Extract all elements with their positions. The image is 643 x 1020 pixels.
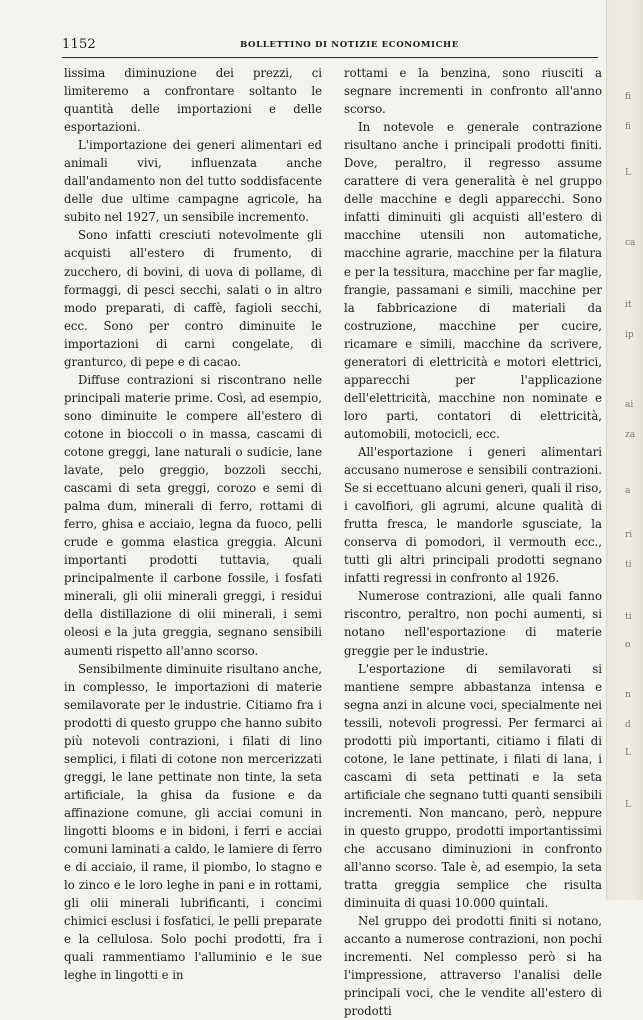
header-rule (62, 57, 598, 58)
paragraph: Sensibilmente diminuite risultano anche, in complesso, le importazioni di materie semilavorate per le industrie. Citiamo fra i prodotti di questo gruppo che hanno subito più notevoli contrazioni, i filati di lino semplici, i filati di cotone non mercerizzati greggi, le lane pettinate non tinte, la seta artificiale, la ghisa da fusione e da affinazione comune, gli acciai comuni in lingotti blooms e in bidoni, i ferri e acciai comuni laminati a caldo, le lamiere di ferro e di acciaio, il rame, il piombo, lo stagno e lo zinco e le loro leghe in pani e in rottami, gli olii minerali lubrificanti, i concimi chimici esclusi i fosfatici, le pelli preparate e la cellulosa. Solo pochi prodotti, fra i quali rammentiamo l'alluminio e le sue leghe in lingotti e in (64, 661, 322, 983)
bleed-mark: a (625, 486, 631, 496)
paragraph: In notevole e generale contrazione risultano anche i principali prodotti finiti. Dove, peraltro, il regresso assume carattere di vera generalità è nel gruppo delle macchine e degli apparecchi. Sono infatti diminuiti gli acquisti all'estero di macchine utensili non automatiche, macchine agrarie, macchine per la filatura e per la tessitura, macchine per far maglie, frangie, passamani e simili, macchine per la fabbricazione di materiali da costruzione, macchine per cucire, ricamare e simili, macchine da scrivere, generatori di elettricità e motori elettrici, apparecchi per l'applicazione dell'elettricità, macchine non nominate e loro parti, contatori di elettricità, automobili, motocicli, ecc. (344, 120, 602, 441)
right-column (344, 64, 602, 1020)
bleed-mark: it (625, 300, 632, 310)
bleed-mark: za (625, 430, 636, 440)
bleed-mark: L (625, 800, 631, 810)
facing-page-bleed (606, 0, 643, 900)
bleed-mark: ti (625, 612, 632, 622)
bleed-mark: ri (625, 530, 633, 540)
bleed-mark: ip (625, 330, 634, 340)
paragraph: Diffuse contrazioni si riscontrano nelle principali materie prime. Così, ad esempio, sono diminuite le compere all'estero di cotone in bioccoli o in massa, cascami di cotone greggi, lane naturali o sudicie, lane lavate, pelo greggio, bozzoli secchi, cascami di seta greggi, corozo e semi di palma dum, minerali di ferro, rottami di ferro, ghisa e acciaio, legna da fuoco, pelli crude e gomma elastica greggia. Alcuni importanti prodotti tuttavia, quali principalmente il carbone fossile, i fosfati minerali, gli olii minerali greggi, i residui della distillazione di olii minerali, i semi oleosi e la juta greggia, segnano sensibili aumenti rispetto all'anno scorso. (64, 372, 322, 658)
page-number: 1152 (62, 37, 96, 52)
left-column (64, 64, 322, 984)
bleed-mark: L (625, 748, 631, 758)
bleed-mark: ca (625, 238, 636, 248)
bleed-mark: fi (625, 92, 632, 102)
bleed-mark: ai (625, 400, 634, 410)
paragraph: lissima diminuzione dei prezzi, ci limiteremo a confrontare soltanto le quantità delle importazioni e delle esportazioni. (64, 66, 322, 135)
bleed-mark: fi (625, 122, 632, 132)
paragraph: L'esportazione di semilavorati si mantiene sempre abbastanza intensa e segna anzi in alcune voci, specialmente nei tessili, notevoli progressi. Per fermarci ai prodotti più importanti, citiamo i filati di cotone, le lane pettinate, i filati di lana, i cascami di seta pettinati e la seta artificiale che segnano tutti quanti sensibili incrementi. Non mancano, però, neppure in questo gruppo, prodotti importantissimi che accusano diminuzioni in confronto all'anno scorso. Tale è, ad esempio, la seta tratta greggia semplice che risulta diminuita di quasi 10.000 quintali. (344, 661, 602, 911)
bleed-mark: L (625, 168, 631, 178)
bleed-mark: n (625, 690, 631, 700)
paragraph: Nel gruppo dei prodotti finiti si notano, accanto a numerose contrazioni, non pochi incrementi. Nel complesso però si ha l'impressione, attraverso l'analisi delle principali voci, che le vendite all'estero di prodotti (344, 914, 602, 1019)
paragraph: rottami e la benzina, sono riusciti a segnare incrementi in confronto all'anno scorso. (344, 66, 602, 117)
bleed-mark: d (625, 720, 631, 730)
running-header: BOLLETTINO DI NOTIZIE ECONOMICHE (240, 40, 459, 50)
paragraph: All'esportazione i generi alimentari accusano numerose e sensibili contrazioni. Se si eccettuano alcuni generi, quali il riso, i cavolfiori, gli agrumi, alcune qualità di frutta fresca, le mandorle sgusciate, la conserva di pomodori, il vermouth ecc., tutti gli altri principali prodotti segnano infatti regressi in confronto al 1926. (344, 444, 602, 586)
paragraph: Sono infatti cresciuti notevolmente gli acquisti all'estero di frumento, di zucchero, di bovini, di uova di pollame, di formaggi, di pesci secchi, salati o in altro modo preparati, di caffè, fagioli secchi, ecc. Sono per contro diminuite le importazioni di carni congelate, di granturco, di pepe e di cacao. (64, 228, 322, 369)
paragraph: Numerose contrazioni, alle quali fanno riscontro, peraltro, non pochi aumenti, si notano nell'esportazione di materie greggie per le industrie. (344, 589, 602, 658)
paragraph: L'importazione dei generi alimentari ed animali vivi, influenzata anche dall'andamento non del tutto soddisfacente delle due ultime campagne agricole, ha subito nel 1927, un sensibile incremento. (64, 138, 322, 225)
bleed-mark: o (625, 640, 631, 650)
bleed-mark: ti (625, 560, 632, 570)
